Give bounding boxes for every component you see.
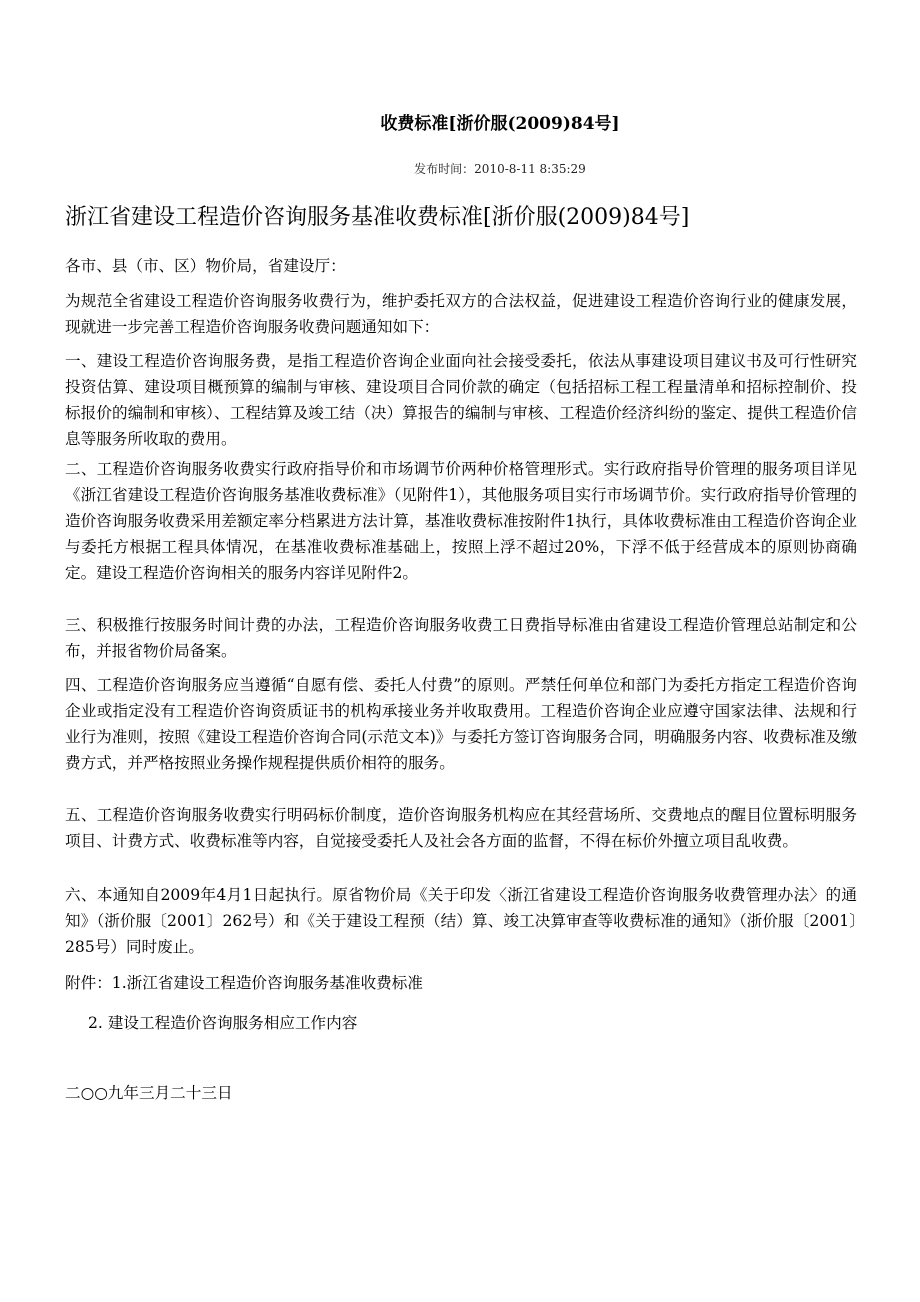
paragraph-6: 六、本通知自2009年4月1日起执行。原省物价局《关于印发〈浙江省建设工程造价咨询服务收费管理办法〉的通知》（浙价服〔2001〕262号）和《关于建设工程预（结）算、竣工决算审查等收费标准的通知》（浙价服〔2001〕285号）同时废止。 xyxy=(65,886,857,956)
paragraph-1: 一、建设工程造价咨询服务费，是指工程造价咨询企业面向社会接受委托，依法从事建设项目建议书及可行性研究投资估算、建设项目概预算的编制与审核、建设项目合同价款的确定（包括招标工程工程量清单和招标控制价、投标报价的编制和审核）、工程结算及竣工结（决）算报告的编制与审核、工程造价经济纠纷的鉴定、提供工程造价信息等服务所收取的费用。 xyxy=(65,352,857,448)
paragraph-4: 四、工程造价咨询服务应当遵循“自愿有偿、委托人付费”的原则。严禁任何单位和部门为委托方指定工程造价咨询企业或指定没有工程造价咨询资质证书的机构承接业务并收取费用。工程造价咨询企业应遵守国家法律、法规和行业行为准则，按照《建设工程造价咨询合同(示范文本)》与委托方签订咨询服务合同，明确服务内容、收费标准及缴费方式，并严格按照业务操作规程提供质价相符的服务。 xyxy=(65,676,857,772)
paragraph-intro: 为规范全省建设工程造价咨询服务收费行为，维护委托双方的合法权益，促进建设工程造价咨询行业的健康发展，现就进一步完善工程造价咨询服务收费问题通知如下： xyxy=(65,292,857,336)
attachment-2: 2. 建设工程造价咨询服务相应工作内容 xyxy=(88,1014,358,1032)
paragraph-5: 五、工程造价咨询服务收费实行明码标价制度，造价咨询服务机构应在其经营场所、交费地点的醒目位置标明服务项目、计费方式、收费标准等内容，自觉接受委托人及社会各方面的监督，不得在标价外擅立项目乱收费。 xyxy=(65,806,857,850)
salutation: 各市、县（市、区）物价局，省建设厅： xyxy=(65,257,346,275)
publish-time: 发布时间：2010-8-11 8:35:29 xyxy=(414,162,586,176)
document-title: 收费标准[浙价服(2009)84号] xyxy=(380,114,620,134)
attachment-1: 附件：1.浙江省建设工程造价咨询服务基准收费标准 xyxy=(65,974,423,992)
document-date: 二○○九年三月二十三日 xyxy=(65,1084,233,1102)
main-title: 浙江省建设工程造价咨询服务基准收费标准[浙价服(2009)84号] xyxy=(65,205,690,230)
paragraph-2: 二、工程造价咨询服务收费实行政府指导价和市场调节价两种价格管理形式。实行政府指导价管理的服务项目详见《浙江省建设工程造价咨询服务基准收费标准》（见附件1），其他服务项目实行市场调节价。实行政府指导价管理的造价咨询服务收费采用差额定率分档累进方法计算，基准收费标准按附件1执行，具体收费标准由工程造价咨询企业与委托方根据工程具体情况，在基准收费标准基础上，按照上浮不超过20%，下浮不低于经营成本的原则协商确定。建设工程造价咨询相关的服务内容详见附件2。 xyxy=(65,460,857,582)
paragraph-3: 三、积极推行按服务时间计费的办法，工程造价咨询服务收费工日费指导标准由省建设工程造价管理总站制定和公布，并报省物价局备案。 xyxy=(65,616,857,660)
